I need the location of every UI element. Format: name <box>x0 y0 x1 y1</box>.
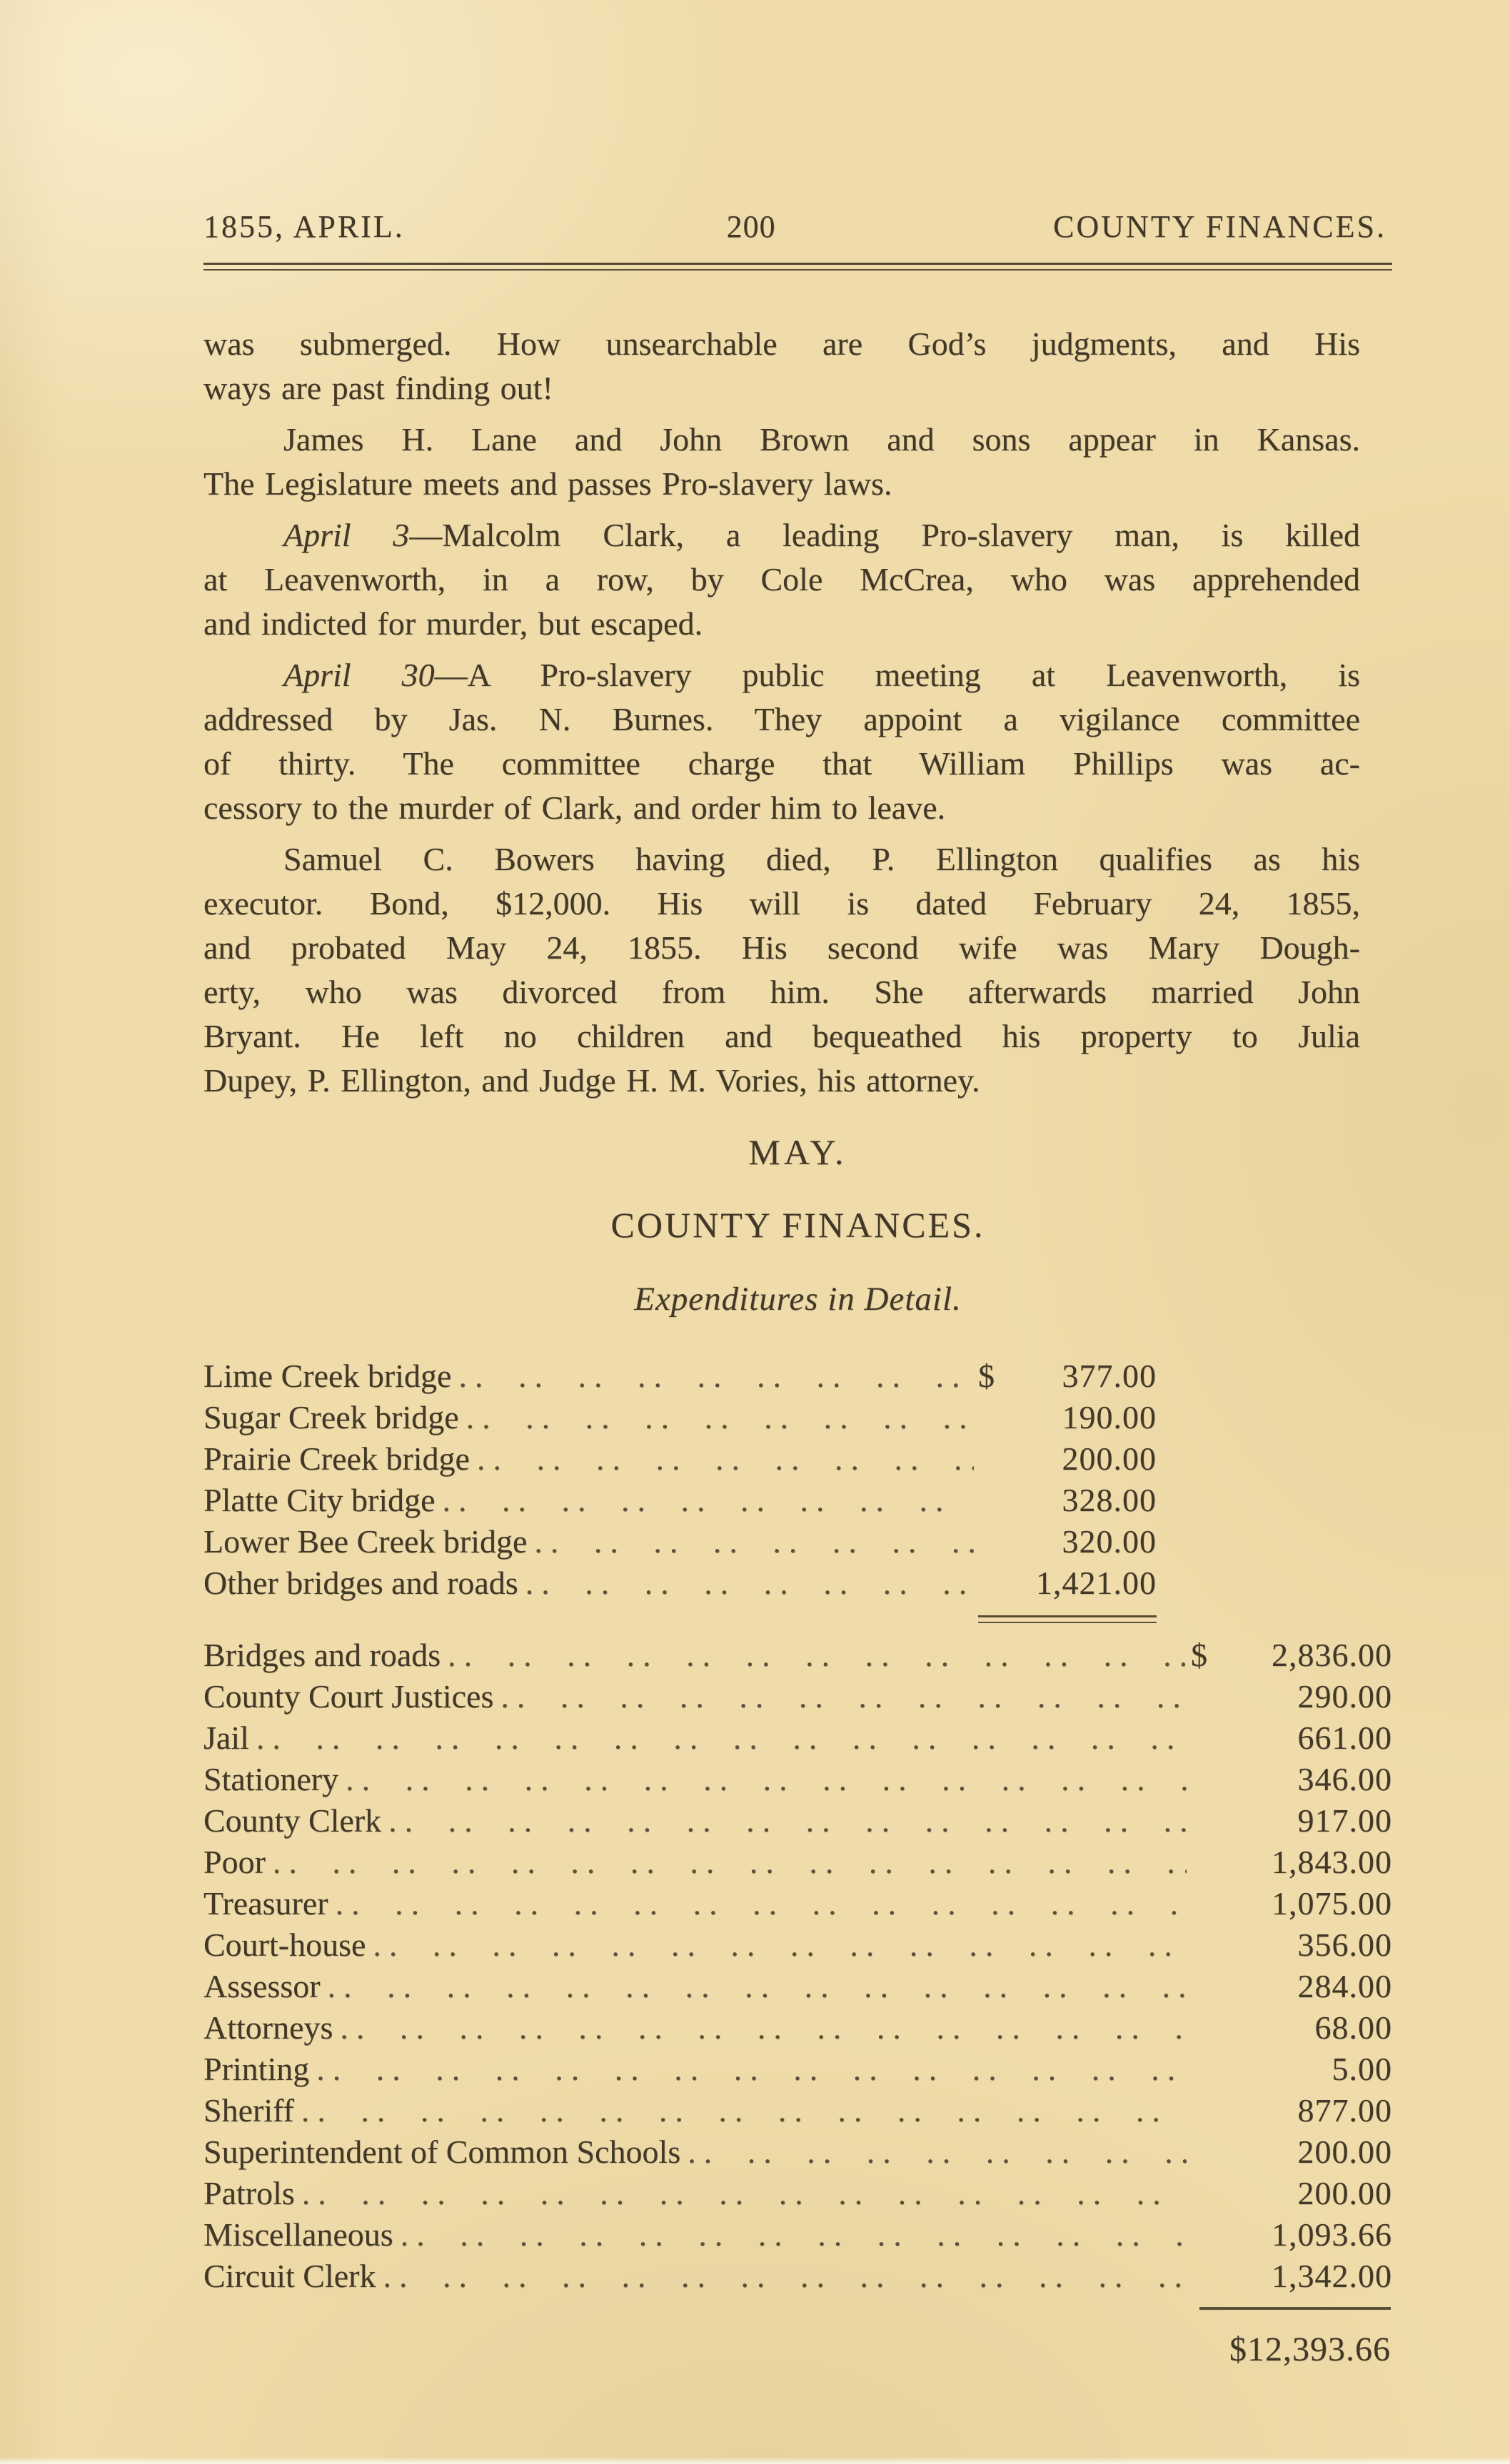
amount-cell <box>1191 1717 1392 1759</box>
expense-label: Circuit Clerk <box>203 2258 376 2294</box>
amount-value: 320.00 <box>1062 1523 1157 1560</box>
table-row <box>203 1800 1392 1842</box>
paragraph-april-3 <box>203 513 1360 646</box>
dot-leader <box>336 1883 1187 1924</box>
amount-value: 377.00 <box>1062 1358 1157 1394</box>
dot-leader <box>256 1717 1187 1759</box>
amount-cell <box>978 1521 1157 1562</box>
line-text: Bryant. He left no children and bequeathed his property to Julia <box>203 1018 1360 1054</box>
dot-leader <box>525 1562 974 1604</box>
expense-label: Superintendent of Common Schools <box>203 2134 681 2170</box>
amount-value: 1,075.00 <box>1272 1885 1392 1922</box>
dot-leader <box>534 1521 974 1562</box>
dot-leader <box>340 2007 1187 2049</box>
table-row <box>203 1924 1392 1966</box>
table-row <box>203 1676 1392 1717</box>
expense-label: Stationery <box>203 1761 339 1797</box>
running-header <box>203 208 1392 246</box>
paragraph-bowers-estate <box>203 837 1360 1103</box>
dot-leader <box>401 2214 1187 2256</box>
amount-value: 200.00 <box>1297 2134 1392 2170</box>
amount-value: 356.00 <box>1297 1927 1392 1963</box>
county-finances-heading: COUNTY FINANCES. <box>610 1205 985 1245</box>
table-row <box>203 2007 1392 2049</box>
amount-cell <box>1191 2007 1392 2049</box>
text-line <box>203 742 1360 786</box>
text-line <box>203 970 1360 1014</box>
expense-label: Treasurer <box>203 1885 328 1922</box>
amount-value: 877.00 <box>1297 2092 1392 2129</box>
text-line <box>203 926 1360 970</box>
detail-total-rule <box>978 1615 1157 1623</box>
line-text: —A Pro-slavery public meeting at Leavenworth, is <box>434 657 1361 693</box>
amount-value: 917.00 <box>1297 1802 1392 1839</box>
amount-value: 1,843.00 <box>1272 1844 1392 1880</box>
expense-label: Printing <box>203 2051 310 2087</box>
dot-leader <box>373 1924 1187 1966</box>
dot-leader <box>388 1800 1187 1842</box>
amount-value: 290.00 <box>1297 1678 1392 1715</box>
table-row <box>203 1397 1157 1438</box>
amount-value: 200.00 <box>1297 2175 1392 2211</box>
amount-value: 328.00 <box>1062 1482 1157 1518</box>
header-double-rule <box>203 263 1392 271</box>
dot-leader <box>466 1397 974 1438</box>
expense-label: Poor <box>203 1844 266 1880</box>
text-line <box>203 366 1360 410</box>
amount-value: 661.00 <box>1297 1720 1392 1756</box>
line-text: and indicted for murder, but escaped. <box>203 605 703 642</box>
table-row <box>203 1717 1392 1759</box>
dot-leader <box>383 2256 1187 2297</box>
text-line <box>203 557 1360 602</box>
text-line <box>203 322 1360 366</box>
text-line <box>203 462 1360 506</box>
text-line <box>203 697 1360 742</box>
expense-label: Platte City bridge <box>203 1482 436 1518</box>
amount-value: 190.00 <box>1062 1399 1157 1435</box>
amount-cell <box>1191 1966 1392 2007</box>
amount-cell <box>1191 1883 1392 1924</box>
amount-cell <box>1191 1759 1392 1800</box>
text-line <box>203 653 1360 697</box>
table-row <box>203 1759 1392 1800</box>
expense-label: Patrols <box>203 2175 295 2211</box>
text-line <box>203 418 1360 462</box>
header-section-label: COUNTY FINANCES. <box>1053 209 1386 244</box>
amount-cell <box>978 1438 1157 1480</box>
expense-label: Other bridges and roads <box>203 1565 518 1601</box>
expense-label: Lime Creek bridge <box>203 1358 452 1394</box>
line-text: James H. Lane and John Brown and sons appear in Kansas. <box>283 421 1360 458</box>
amount-value: 1,342.00 <box>1272 2258 1392 2294</box>
table-row <box>203 1355 1157 1397</box>
amount-cell <box>1191 2131 1392 2173</box>
dot-leader <box>301 2090 1187 2131</box>
table-row <box>203 1842 1392 1883</box>
table-row <box>203 2214 1392 2256</box>
header-date-label: 1855, APRIL. <box>203 209 405 244</box>
scan-edge <box>0 2457 1510 2464</box>
table-row <box>203 2256 1392 2297</box>
dollar-sign: $ <box>978 1358 995 1394</box>
line-text: executor. Bond, $12,000. His will is dated February 24, 1855, <box>203 885 1360 922</box>
line-text: Dupey, P. Ellington, and Judge H. M. Vories, his attorney. <box>203 1062 980 1099</box>
amount-cell <box>1191 2214 1392 2256</box>
paragraph-submerged <box>203 322 1360 410</box>
table-row <box>203 2131 1392 2173</box>
line-text: at Leavenworth, in a row, by Cole McCrea, who was apprehended <box>203 561 1360 597</box>
line-text: Samuel C. Bowers having died, P. Ellington qualifies as his <box>283 841 1360 877</box>
line-text: cessory to the murder of Clark, and order him to leave. <box>203 789 946 826</box>
text-line <box>203 1014 1360 1059</box>
expense-label: Attorneys <box>203 2009 333 2046</box>
table-row <box>203 1562 1157 1604</box>
table-row <box>203 1635 1392 1676</box>
line-text: The Legislature meets and passes Pro-slavery laws. <box>203 465 892 502</box>
dot-leader <box>316 2049 1187 2090</box>
amount-value: 346.00 <box>1297 1761 1392 1797</box>
expense-label: Miscellaneous <box>203 2216 393 2253</box>
line-text: addressed by Jas. N. Burnes. They appoint a vigilance committee <box>203 701 1360 737</box>
table-row <box>203 1966 1392 2007</box>
table-row <box>203 2090 1392 2131</box>
grand-total: $12,393.66 <box>1229 2331 1391 2368</box>
amount-cell <box>1191 1924 1392 1966</box>
italic-date-lead: April 3 <box>283 517 410 553</box>
dollar-sign: $ <box>1191 1637 1208 1673</box>
expense-label: County Clerk <box>203 1802 382 1839</box>
text-line <box>203 513 1360 557</box>
amount-value: 5.00 <box>1332 2051 1392 2087</box>
expenditures-subheading: Expenditures in Detail. <box>634 1281 962 1318</box>
summary-expenditures-table <box>203 1635 1392 2297</box>
text-line <box>203 1059 1360 1103</box>
table-row <box>203 1480 1157 1521</box>
table-row <box>203 2049 1392 2090</box>
text-line <box>203 837 1360 882</box>
amount-cell <box>1191 1635 1392 1676</box>
line-text: —Malcolm Clark, a leading Pro-slavery man, is killed <box>409 517 1361 553</box>
line-text: of thirty. The committee charge that William Phillips was ac- <box>203 745 1360 782</box>
amount-cell <box>1191 1676 1392 1717</box>
dot-leader <box>448 1635 1187 1676</box>
summary-total-rule <box>1199 2307 1391 2310</box>
amount-cell <box>978 1480 1157 1521</box>
amount-cell <box>978 1397 1157 1438</box>
dot-leader <box>688 2131 1187 2173</box>
line-text: ways are past finding out! <box>203 370 553 406</box>
amount-cell <box>1191 2090 1392 2131</box>
month-heading: MAY. <box>748 1132 847 1172</box>
text-line <box>203 882 1360 926</box>
table-row <box>203 1883 1392 1924</box>
expense-label: County Court Justices <box>203 1678 494 1715</box>
line-text: erty, who was divorced from him. She afterwards married John <box>203 974 1360 1010</box>
line-text: and probated May 24, 1855. His second wife was Mary Dough- <box>203 929 1360 966</box>
amount-cell <box>978 1355 1157 1397</box>
expense-label: Prairie Creek bridge <box>203 1440 470 1477</box>
page-number: 200 <box>726 209 776 244</box>
expense-label: Bridges and roads <box>203 1637 441 1673</box>
dot-leader <box>458 1355 974 1397</box>
text-line <box>203 602 1360 646</box>
expense-label: Lower Bee Creek bridge <box>203 1523 528 1560</box>
table-row <box>203 1438 1157 1480</box>
amount-cell <box>1191 2049 1392 2090</box>
dot-leader <box>500 1676 1187 1717</box>
dot-leader <box>328 1966 1187 2007</box>
body-text <box>203 322 1360 1103</box>
dot-leader <box>346 1759 1187 1800</box>
line-text: was submerged. How unsearchable are God’s judgments, and His <box>203 325 1360 362</box>
table-row <box>203 2173 1392 2214</box>
amount-value: 1,421.00 <box>1036 1565 1157 1601</box>
amount-cell <box>1191 1842 1392 1883</box>
amount-cell <box>1191 2256 1392 2297</box>
dot-leader <box>477 1438 974 1480</box>
dot-leader <box>443 1480 974 1521</box>
amount-cell <box>978 1562 1157 1604</box>
dot-leader <box>302 2173 1187 2214</box>
amount-value: 200.00 <box>1062 1440 1157 1477</box>
expense-label: Jail <box>203 1720 249 1756</box>
text-line <box>203 786 1360 830</box>
amount-cell <box>1191 2173 1392 2214</box>
amount-value: 2,836.00 <box>1272 1637 1392 1673</box>
expense-label: Sheriff <box>203 2092 294 2129</box>
italic-date-lead: April 30 <box>283 657 435 693</box>
detail-expenditures-table <box>203 1355 1392 1604</box>
amount-value: 1,093.66 <box>1272 2216 1392 2253</box>
table-row <box>203 1521 1157 1562</box>
paragraph-lane-brown <box>203 418 1360 506</box>
amount-value: 68.00 <box>1314 2009 1392 2046</box>
amount-cell <box>1191 1800 1392 1842</box>
expense-label: Court-house <box>203 1927 366 1963</box>
expense-label: Sugar Creek bridge <box>203 1399 459 1435</box>
paragraph-april-30 <box>203 653 1360 830</box>
dot-leader <box>273 1842 1187 1883</box>
amount-value: 284.00 <box>1297 1968 1392 2004</box>
expense-label: Assessor <box>203 1968 321 2004</box>
